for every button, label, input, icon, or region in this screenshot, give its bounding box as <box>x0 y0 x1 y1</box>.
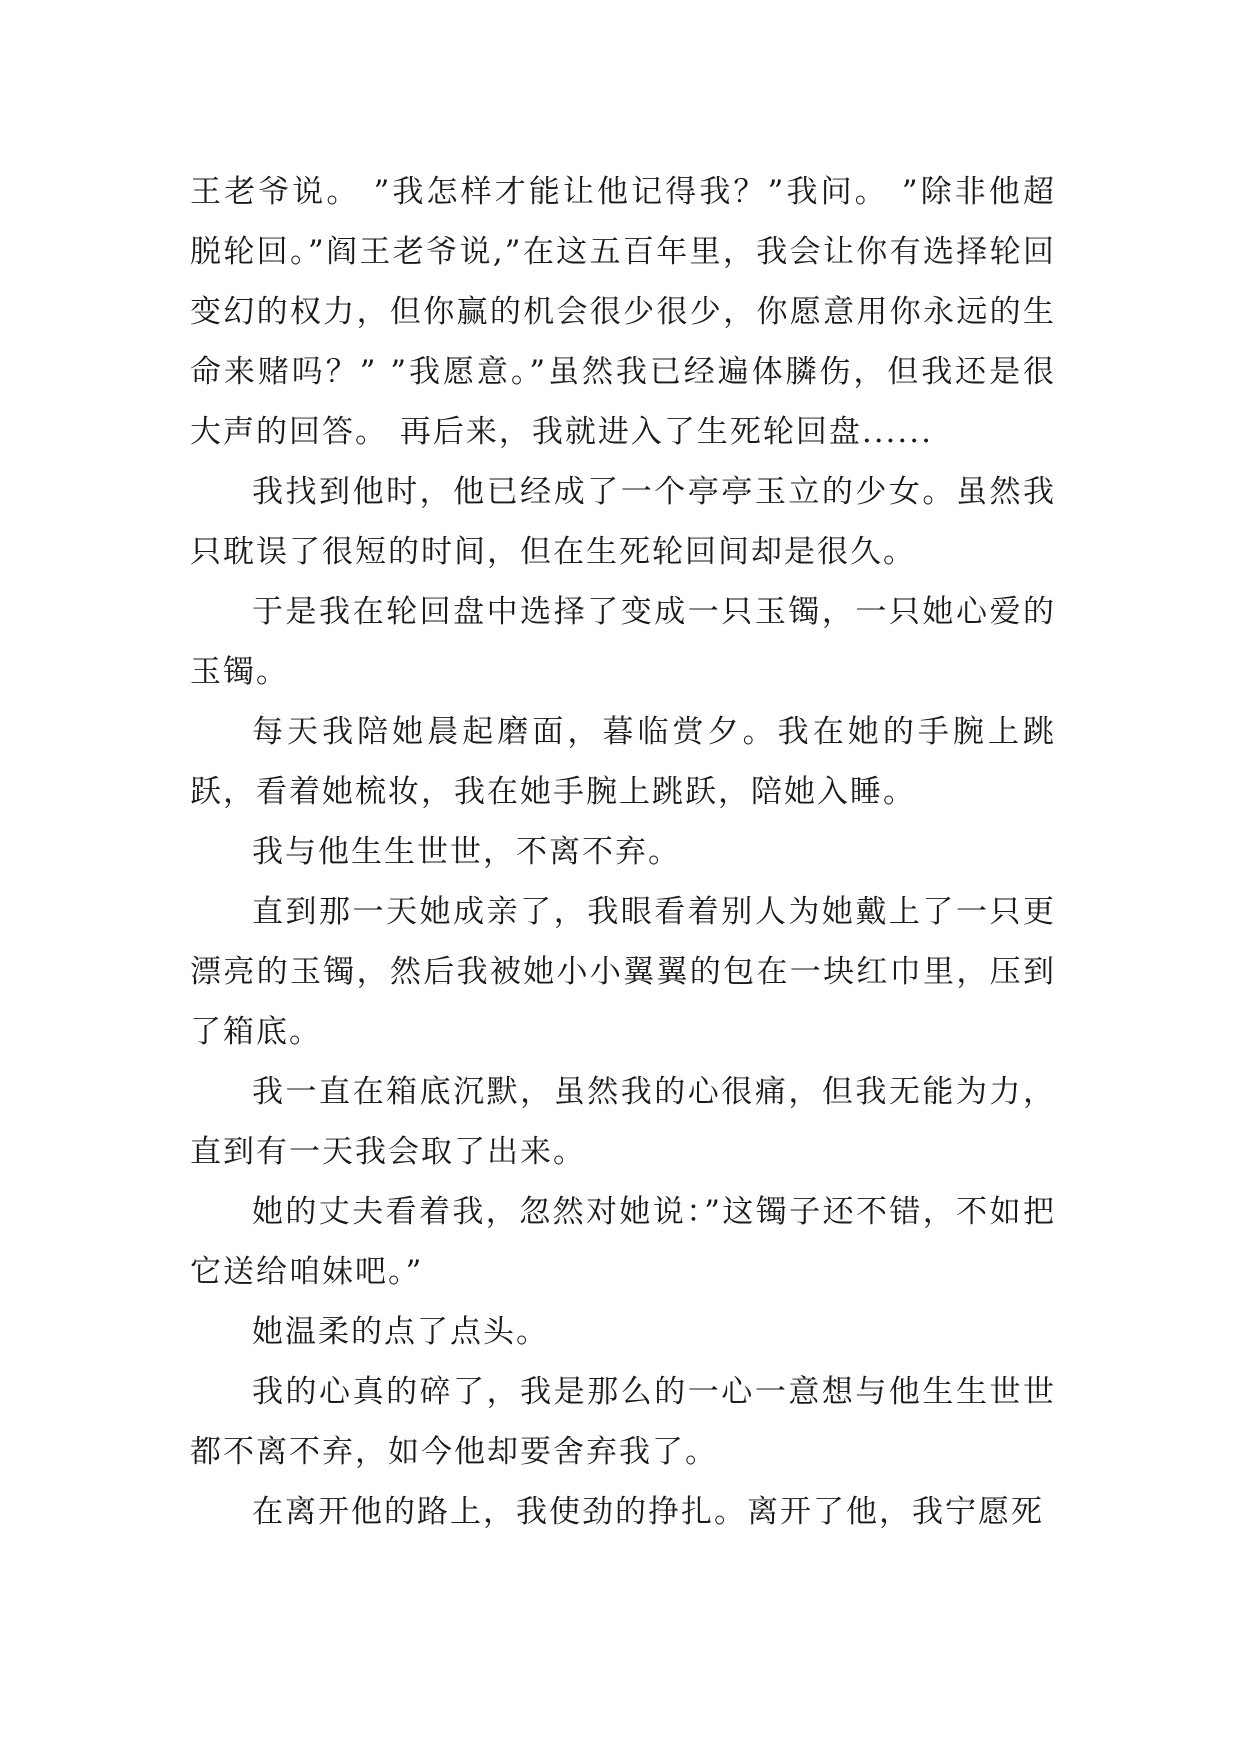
paragraph: 她温柔的点了点头。 <box>252 1314 549 1350</box>
paragraph: 我与他生生世世，不离不弃。 <box>252 834 681 870</box>
paragraph: 我一直在箱底沉默，虽然我的心很痛，但我无能为力，直到有一天我会取了出来。 <box>190 1074 1056 1170</box>
paragraph: 直到那一天她成亲了，我眼看着别人为她戴上了一只更漂亮的玉镯，然后我被她小小翼翼的包在一块红巾里，压到了箱底。 <box>190 894 1056 1050</box>
document-body <box>190 162 1056 1542</box>
paragraph: 王老爷说。 ”我怎样才能让他记得我？”我问。 ”除非他超脱轮回。”阎王老爷说,”在这五百年里，我会让你有选择轮回变幻的权力，但你赢的机会很少很少，你愿意用你永远的生命来赌吗？” ”我愿意。”虽然我已经遍体膦伤，但我还是很大声的回答。 再后来，我就进入了生死轮回盘...... <box>190 174 1056 450</box>
paragraph: 我找到他时，他已经成了一个亭亭玉立的少女。虽然我只耽误了很短的时间，但在生死轮回间却是很久。 <box>190 474 1056 570</box>
paragraph: 我的心真的碎了，我是那么的一心一意想与他生生世世都不离不弃，如今他却要舍弃我了。 <box>190 1374 1056 1470</box>
paragraph: 在离开他的路上，我使劲的挣扎。离开了他，我宁愿死 <box>252 1494 1044 1530</box>
paragraph: 于是我在轮回盘中选择了变成一只玉镯，一只她心爱的玉镯。 <box>190 594 1056 690</box>
paragraph: 每天我陪她晨起磨面，暮临赏夕。我在她的手腕上跳跃，看着她梳妆，我在她手腕上跳跃，陪她入睡。 <box>190 714 1056 810</box>
paragraph: 她的丈夫看着我，忽然对她说：”这镯子还不错，不如把它送给咱妹吧。” <box>190 1194 1056 1290</box>
